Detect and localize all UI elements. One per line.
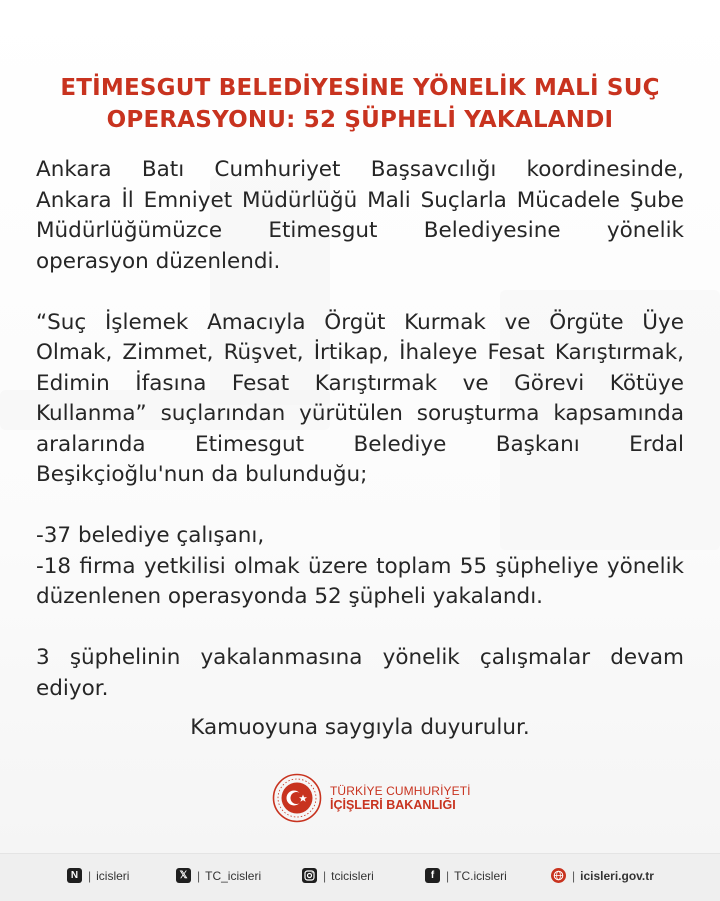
social-handle: icisleri xyxy=(96,868,130,883)
separator: | xyxy=(88,868,92,883)
text-line: aralarında Etimesgut Belediye Başkanı Erdal xyxy=(36,431,684,457)
facebook-icon: f xyxy=(425,868,440,883)
paragraph-charges xyxy=(36,308,684,491)
text-line: düzenlenen operasyonda 52 şüpheli yakalandı. xyxy=(36,584,544,609)
ministry-emblem-icon xyxy=(272,773,322,823)
social-link-x[interactable] xyxy=(176,868,261,883)
social-handle: TC_icisleri xyxy=(205,868,262,883)
paragraph-gap xyxy=(36,277,684,308)
ministry-logo xyxy=(272,772,471,824)
social-link-instagram[interactable] xyxy=(302,868,374,883)
website-url: icisleri.gov.tr xyxy=(580,868,654,883)
text-line: Kullanma” suçlarından yürütülen soruşturma kapsamında xyxy=(36,401,684,426)
text-line: Olmak, Zimmet, Rüşvet, İrtikap, İhaleye Fesat Karıştırmak, xyxy=(36,340,684,365)
paragraph-operation xyxy=(36,155,684,277)
paragraph-suspects xyxy=(36,521,684,613)
title-line-2: OPERASYONU: 52 ŞÜPHELİ YAKALANDI xyxy=(106,107,614,133)
social-handle: TC.icisleri xyxy=(454,868,507,883)
social-footer xyxy=(0,853,720,901)
text-line: -18 firma yetkilisi olmak üzere toplam 55 şüpheliye yönelik xyxy=(36,553,684,579)
closing-statement: Kamuoyuna saygıyla duyurulur. xyxy=(190,715,530,740)
separator: | xyxy=(446,868,450,883)
title-line-1: ETİMESGUT BELEDİYESİNE YÖNELİK MALİ SUÇ xyxy=(60,75,660,101)
separator: | xyxy=(197,868,201,883)
ministry-name-line-1: TÜRKİYE CUMHURİYETİ xyxy=(330,784,471,798)
ministry-name-line-2: İÇİŞLERİ BAKANLIĞI xyxy=(330,798,456,812)
x-icon: 𝕏 xyxy=(176,868,191,883)
social-link-facebook[interactable] xyxy=(425,868,507,883)
paragraph-gap xyxy=(36,491,684,522)
social-handle: tcicisleri xyxy=(331,868,374,883)
text-line: Edimin İfasına Fesat Karıştırmak ve Görevi Kötüye xyxy=(36,370,684,396)
text-line: Ankara Batı Cumhuriyet Başsavcılığı koordinesinde, xyxy=(36,157,684,182)
separator: | xyxy=(572,868,576,883)
website-link[interactable] xyxy=(551,868,654,883)
text-line: Ankara İl Emniyet Müdürlüğü Mali Suçlarla Mücadele Şube xyxy=(36,187,684,213)
text-line: “Suç İşlemek Amacıyla Örgüt Kurmak ve Örgüte Üye xyxy=(36,309,684,335)
social-link-nsosyal[interactable] xyxy=(67,868,129,883)
nsosyal-icon: N xyxy=(67,868,82,883)
paragraph-ongoing xyxy=(36,643,684,704)
text-line: ediyor. xyxy=(36,675,109,701)
text-line: Müdürlüğümüzce Etimesgut Belediyesine yönelik xyxy=(36,218,684,243)
text-line: -37 belediye çalışanı, xyxy=(36,523,265,548)
announcement-body xyxy=(36,155,684,704)
separator: | xyxy=(323,868,327,883)
text-line: 3 şüphelinin yakalanmasına yönelik çalışmalar devam xyxy=(36,645,684,670)
globe-icon xyxy=(551,868,566,883)
paragraph-gap xyxy=(36,613,684,644)
text-line: Beşikçioğlu'nun da bulunduğu; xyxy=(36,462,368,487)
instagram-icon xyxy=(302,868,317,883)
ministry-name xyxy=(330,784,471,812)
text-line: operasyon düzenlendi. xyxy=(36,248,281,274)
page-title xyxy=(40,72,680,136)
